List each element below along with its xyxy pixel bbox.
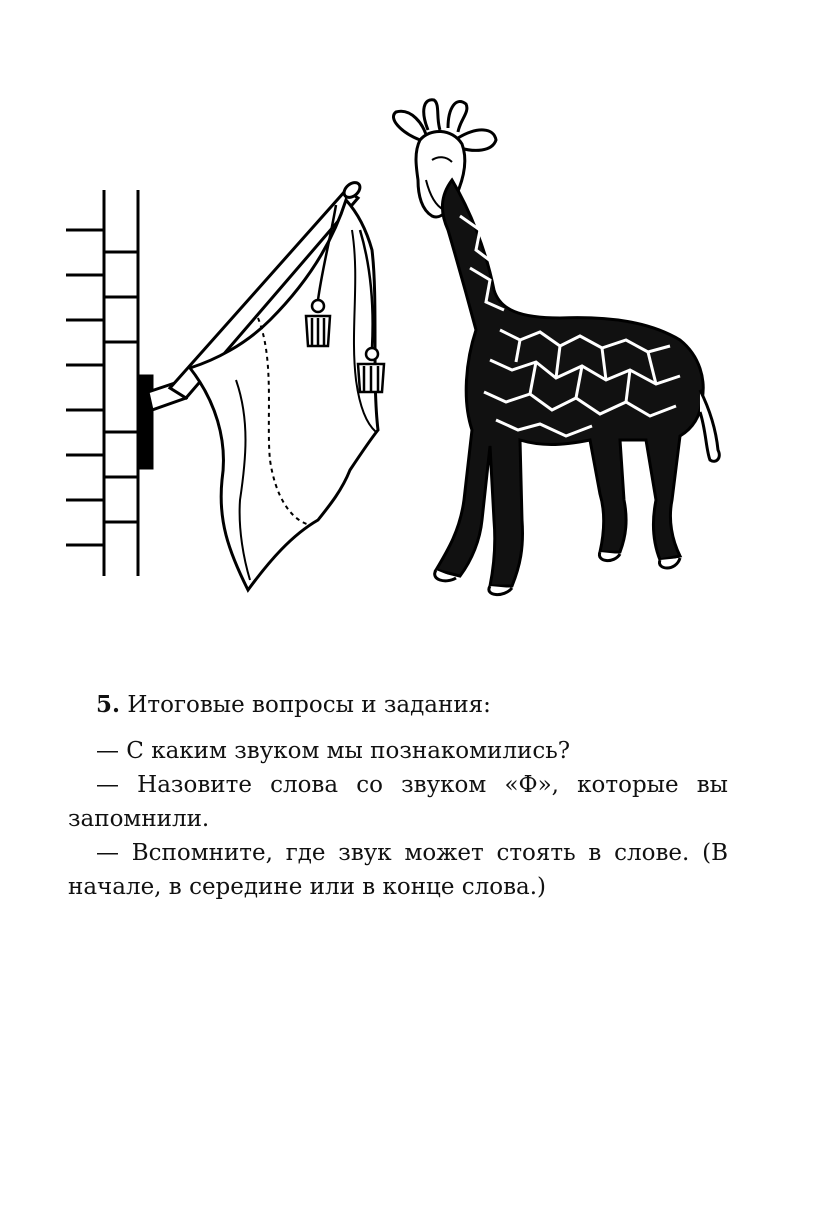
- giraffe: [393, 100, 719, 595]
- text-block: [68, 688, 728, 904]
- question-3: — Вспомните, где звук может стоять в слове. (В начале, в середине или в конце слова.): [68, 840, 728, 900]
- brick-wall: [66, 190, 138, 576]
- section-heading: [68, 688, 728, 722]
- section-number: 5.: [96, 691, 121, 718]
- section-title: Итоговые вопросы и задания:: [127, 692, 491, 718]
- question-2: — Назовите слова со звуком «Ф», которые вы запомнили.: [68, 772, 728, 832]
- question-1: — С каким звуком мы познакомились?: [96, 738, 571, 764]
